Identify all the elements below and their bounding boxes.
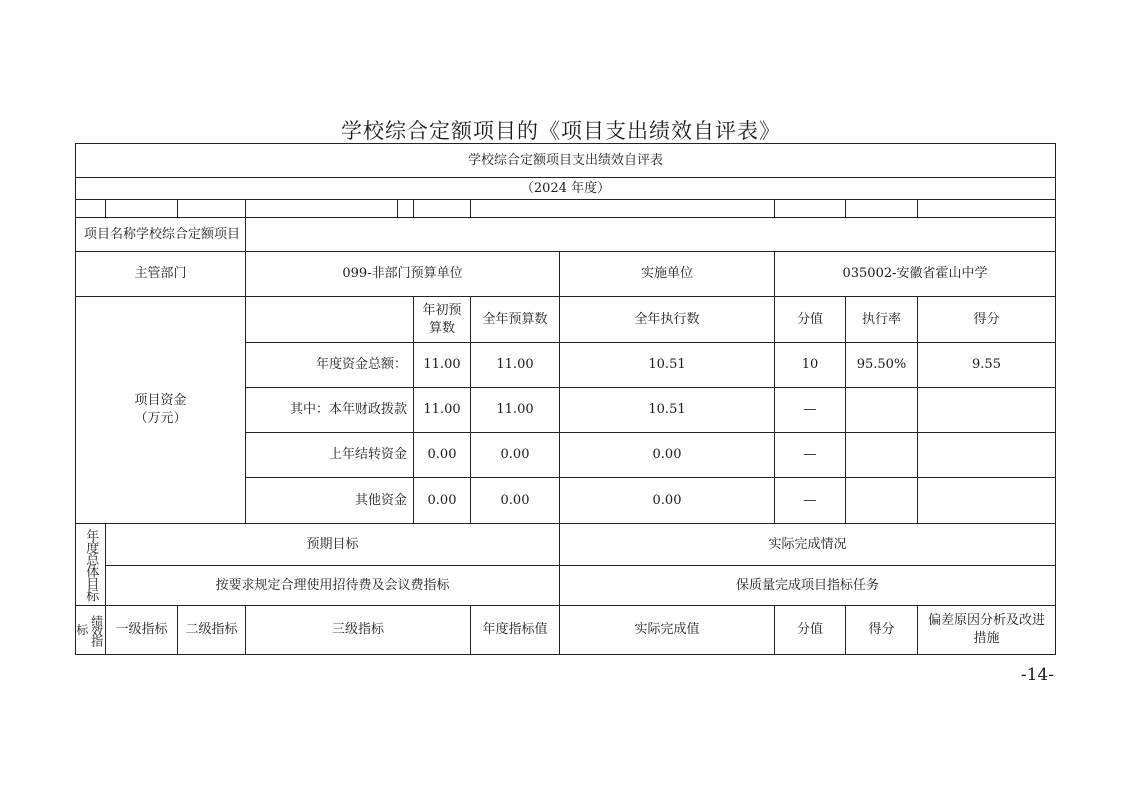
funds-label-line2: （万元） xyxy=(134,411,187,426)
col-initial-budget xyxy=(414,297,471,343)
guide-cell xyxy=(76,200,106,218)
funds-row-score: 9.55 xyxy=(918,343,1055,388)
col-level3-indicator: 三级指标 xyxy=(246,606,471,654)
guide-cell xyxy=(106,200,178,218)
page-number: -14- xyxy=(1020,665,1054,685)
col-level1-indicator: 一级指标 xyxy=(106,606,178,654)
funds-row-executed: 0.00 xyxy=(560,433,775,478)
funds-label-line1: 项目资金 xyxy=(134,393,187,409)
funds-row-score-value: 10 xyxy=(775,343,846,388)
table-header-title: 学校综合定额项目支出绩效自评表 xyxy=(76,144,1055,178)
funds-row-score-value: — xyxy=(775,433,846,478)
dept-value: 099-非部门预算单位 xyxy=(246,252,560,297)
table-year-label: （2024 年度） xyxy=(76,178,1055,200)
col-deviation-analysis-line2: 措施 xyxy=(973,631,1000,646)
funds-row-initial: 0.00 xyxy=(414,478,471,524)
indicators-side-label-a: 标 xyxy=(76,622,89,637)
impl-label: 实施单位 xyxy=(560,252,775,297)
funds-row-rate xyxy=(846,433,918,478)
impl-value: 035002-安徽省霍山中学 xyxy=(775,252,1055,297)
project-name-value xyxy=(246,218,1055,252)
guide-cell xyxy=(775,200,846,218)
col-indicator-score-value: 分值 xyxy=(775,606,846,654)
indicators-side-label xyxy=(76,606,106,654)
col-actual-value: 实际完成值 xyxy=(560,606,775,654)
col-level2-indicator: 二级指标 xyxy=(178,606,246,654)
goals-expected-header: 预期目标 xyxy=(106,524,560,566)
funds-label xyxy=(76,297,246,524)
funds-row-score xyxy=(918,433,1055,478)
funds-row-score-value: — xyxy=(775,478,846,524)
goals-side-label xyxy=(76,524,106,606)
funds-row-label: 年度资金总额： xyxy=(246,343,414,388)
col-initial-budget-line2: 算数 xyxy=(428,320,455,336)
guide-cell xyxy=(918,200,1055,218)
funds-row-full: 0.00 xyxy=(471,478,560,524)
funds-row-label: 其他资金 xyxy=(246,478,414,524)
guide-cell xyxy=(471,200,775,218)
col-score-value: 分值 xyxy=(775,297,846,343)
col-executed: 全年执行数 xyxy=(560,297,775,343)
col-initial-budget-line1: 年初预 xyxy=(422,302,462,318)
goals-expected-text: 按要求规定合理使用招待费及会议费指标 xyxy=(106,566,560,606)
funds-row-rate xyxy=(846,388,918,433)
guide-cell xyxy=(178,200,246,218)
funds-row-full: 0.00 xyxy=(471,433,560,478)
funds-row-executed: 10.51 xyxy=(560,343,775,388)
funds-row-executed: 10.51 xyxy=(560,388,775,433)
guide-cell xyxy=(846,200,918,218)
col-full-year-budget: 全年预算数 xyxy=(471,297,560,343)
funds-header-blank xyxy=(246,297,414,343)
goals-actual-header: 实际完成情况 xyxy=(560,524,1055,566)
funds-row-full: 11.00 xyxy=(471,343,560,388)
col-indicator-score: 得分 xyxy=(846,606,918,654)
col-annual-indicator-value: 年度指标值 xyxy=(471,606,560,654)
goals-actual-text: 保质量完成项目指标任务 xyxy=(560,566,1055,606)
funds-row-score xyxy=(918,478,1055,524)
col-score: 得分 xyxy=(918,297,1055,343)
funds-row-rate xyxy=(846,478,918,524)
self-evaluation-table xyxy=(75,143,1056,655)
funds-row-score xyxy=(918,388,1055,433)
funds-row-rate: 95.50% xyxy=(846,343,918,388)
funds-row-label: 上年结转资金 xyxy=(246,433,414,478)
guide-cell xyxy=(414,200,471,218)
funds-row-executed: 0.00 xyxy=(560,478,775,524)
funds-row-full: 11.00 xyxy=(471,388,560,433)
col-deviation-analysis-line1: 偏差原因分析及改进 xyxy=(927,613,1045,629)
funds-row-initial: 11.00 xyxy=(414,388,471,433)
goals-side-label-text: 年度总体目标 xyxy=(83,528,99,601)
dept-label: 主管部门 xyxy=(76,252,246,297)
funds-row-score-value: — xyxy=(775,388,846,433)
col-deviation-analysis xyxy=(918,606,1055,654)
guide-cell xyxy=(398,200,414,218)
funds-row-label: 其中：本年财政拨款 xyxy=(246,388,414,433)
project-name-label: 项目名称学校综合定额项目 xyxy=(76,218,246,252)
funds-row-initial: 0.00 xyxy=(414,433,471,478)
document-title: 学校综合定额项目的《项目支出绩效自评表》 xyxy=(341,119,781,143)
funds-row-initial: 11.00 xyxy=(414,343,471,388)
guide-cell xyxy=(246,200,398,218)
col-execution-rate: 执行率 xyxy=(846,297,918,343)
indicators-side-label-b: 绩效指 xyxy=(89,615,104,645)
